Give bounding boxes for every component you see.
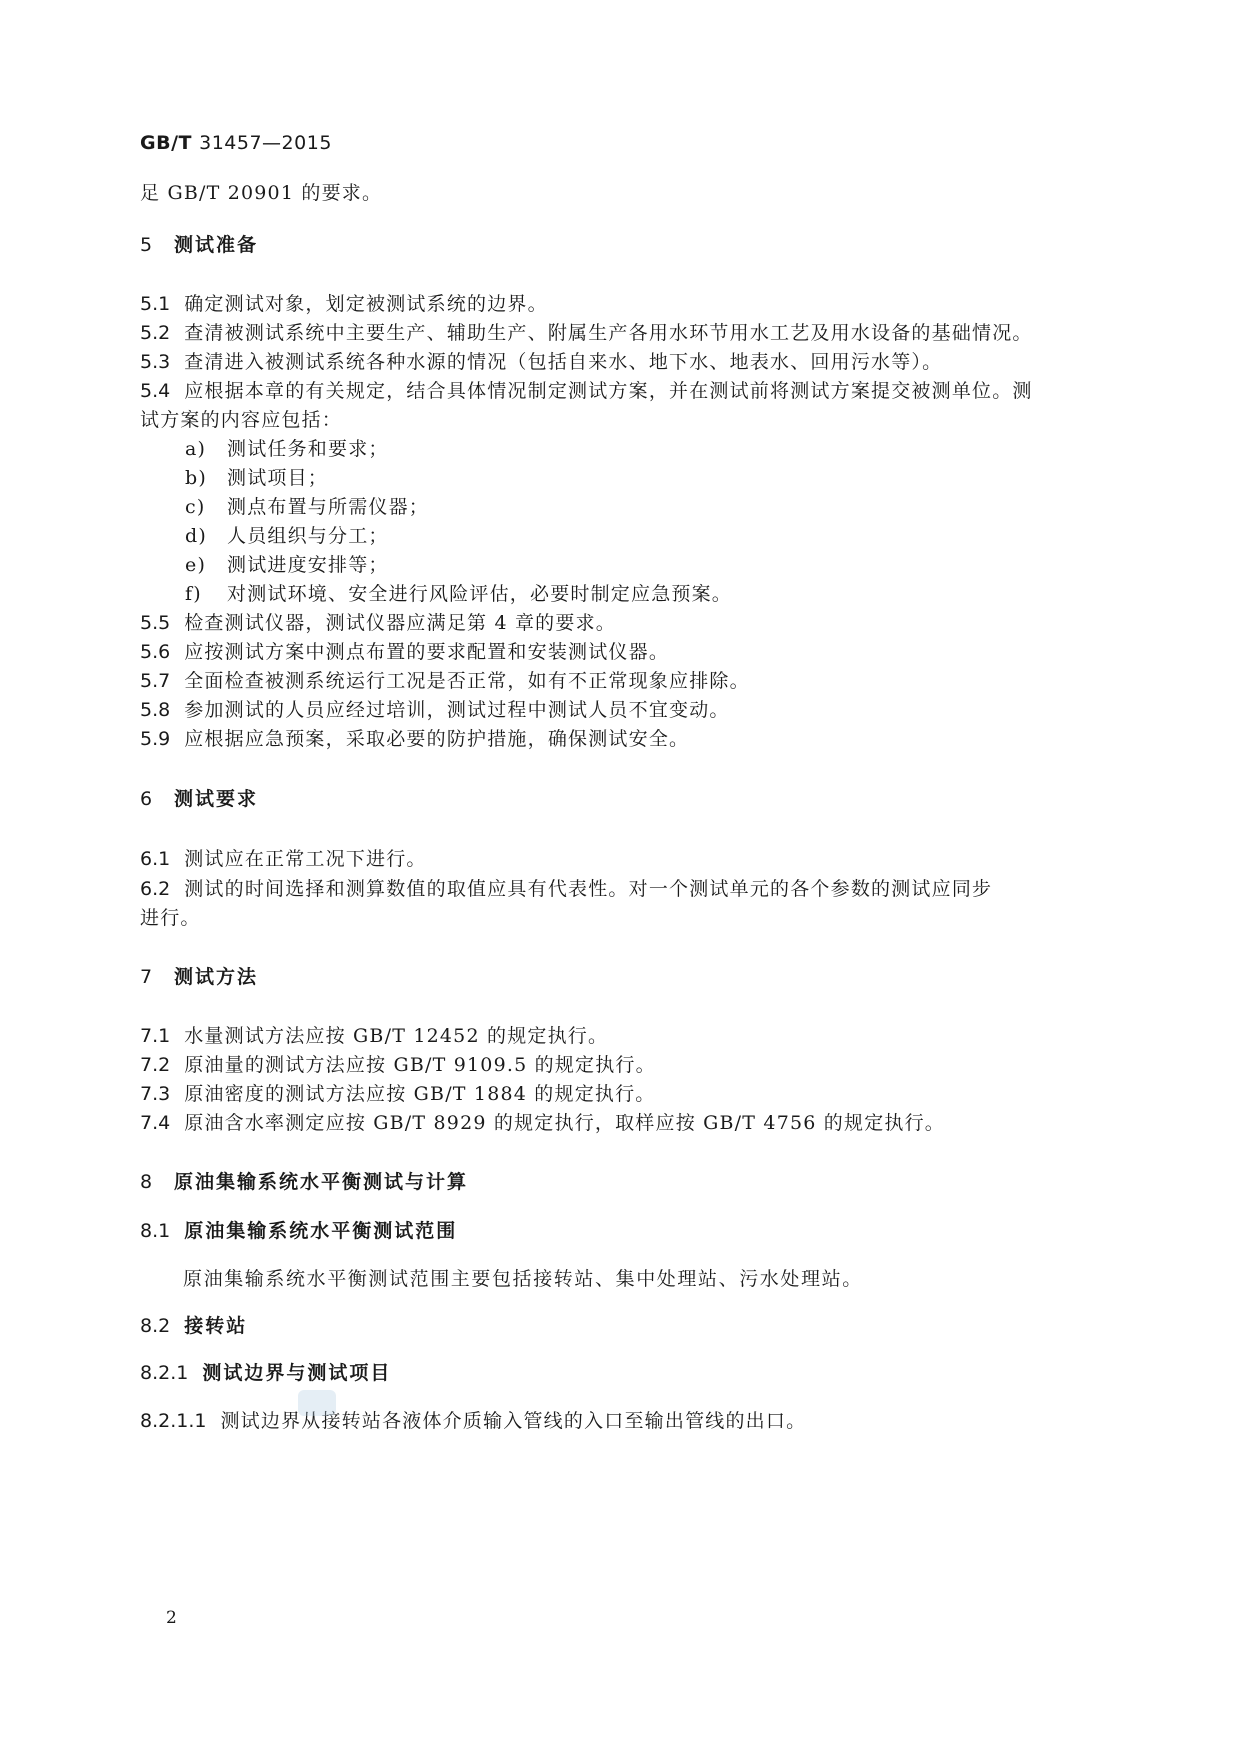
section-heading-5	[140, 230, 258, 257]
clause-7-1	[140, 1021, 608, 1048]
clause-text: 查清被测试系统中主要生产、辅助生产、附属生产各用水环节用水工艺及用水设备的基础情况。	[184, 322, 1033, 344]
clause-text: 原油量的测试方法应按 GB/T 9109.5 的规定执行。	[184, 1054, 656, 1076]
section-title: 测试准备	[174, 234, 259, 256]
clause-number: 5.7	[140, 670, 171, 692]
section-heading-6	[140, 784, 258, 811]
clause-5-8	[140, 695, 730, 722]
clause-number: 5.8	[140, 699, 171, 721]
clause-7-4	[140, 1108, 945, 1135]
list-label: c)	[185, 496, 206, 518]
subsection-8-1-body: 原油集输系统水平衡测试范围主要包括接转站、集中处理站、污水处理站。	[183, 1268, 863, 1290]
clause-text: 全面检查被测系统运行工况是否正常，如有不正常现象应排除。	[184, 670, 750, 692]
subsection-title: 接转站	[184, 1315, 248, 1337]
list-item	[185, 492, 429, 519]
list-item	[185, 521, 389, 548]
clause-5-9	[140, 724, 689, 751]
section-heading-8	[140, 1167, 468, 1194]
list-text: 人员组织与分工；	[227, 525, 389, 547]
clause-6-1	[140, 844, 427, 871]
list-label: d)	[185, 525, 207, 547]
clause-8-2-1-1	[140, 1406, 806, 1433]
list-text: 对测试环境、安全进行风险评估，必要时制定应急预案。	[227, 583, 733, 605]
clause-6-2-continuation: 进行。	[140, 907, 201, 929]
list-label: a)	[185, 438, 207, 460]
clause-number: 7.3	[140, 1083, 171, 1105]
clause-number: 5.4	[140, 380, 171, 402]
clause-text: 应按测试方案中测点布置的要求配置和安装测试仪器。	[184, 641, 670, 663]
subsection-title: 测试边界与测试项目	[202, 1362, 392, 1384]
clause-5-5	[140, 608, 616, 635]
clause-number: 7.1	[140, 1025, 171, 1047]
clause-number: 7.2	[140, 1054, 171, 1076]
subsection-heading-8-2-1	[140, 1358, 391, 1385]
section-number: 5	[140, 234, 153, 256]
clause-number: 8.1	[140, 1220, 171, 1242]
watermark-mark	[298, 1390, 336, 1416]
clause-number: 5.5	[140, 612, 171, 634]
list-text: 测试项目；	[227, 467, 329, 489]
subsection-heading-8-2	[140, 1311, 247, 1338]
clause-text: 检查测试仪器，测试仪器应满足第 4 章的要求。	[184, 612, 616, 634]
clause-number: 5.2	[140, 322, 171, 344]
section-heading-7	[140, 962, 258, 989]
list-text: 测试进度安排等；	[227, 554, 389, 576]
clause-number: 7.4	[140, 1112, 171, 1134]
clause-number: 8.2	[140, 1315, 171, 1337]
section-title: 原油集输系统水平衡测试与计算	[174, 1171, 469, 1193]
clause-5-7	[140, 666, 750, 693]
clause-text: 参加测试的人员应经过培训，测试过程中测试人员不宜变动。	[184, 699, 730, 721]
clause-number: 5.3	[140, 351, 171, 373]
continuation-text: 足 GB/T 20901 的要求。	[140, 182, 383, 204]
clause-text: 确定测试对象，划定被测试系统的边界。	[184, 293, 548, 315]
subsection-heading-8-1	[140, 1216, 457, 1243]
list-item	[185, 463, 328, 490]
clause-text: 查清进入被测试系统各种水源的情况（包括自来水、地下水、地表水、回用污水等）。	[184, 351, 943, 373]
list-label: f)	[185, 583, 202, 605]
clause-text: 水量测试方法应按 GB/T 12452 的规定执行。	[184, 1025, 609, 1047]
clause-text: 应根据应急预案，采取必要的防护措施，确保测试安全。	[184, 728, 690, 750]
clause-text: 原油密度的测试方法应按 GB/T 1884 的规定执行。	[184, 1083, 656, 1105]
list-text: 测试任务和要求；	[227, 438, 389, 460]
clause-number: 5.1	[140, 293, 171, 315]
section-number: 6	[140, 788, 153, 810]
clause-number: 8.2.1	[140, 1362, 189, 1384]
clause-text: 应根据本章的有关规定，结合具体情况制定测试方案，并在测试前将测试方案提交被测单位。测	[184, 380, 1033, 402]
clause-number: 8.2.1.1	[140, 1410, 207, 1432]
clause-text: 测试边界从接转站各液体介质输入管线的入口至输出管线的出口。	[220, 1410, 807, 1432]
clause-number: 5.9	[140, 728, 171, 750]
standard-number: 31457—2015	[199, 132, 332, 154]
clause-6-2	[140, 874, 992, 901]
clause-5-1	[140, 289, 548, 316]
clause-text: 原油含水率测定应按 GB/T 8929 的规定执行，取样应按 GB/T 4756 的规定执行。	[184, 1112, 945, 1134]
section-title: 测试要求	[174, 788, 259, 810]
list-label: e)	[185, 554, 207, 576]
section-number: 7	[140, 966, 153, 988]
page-number: 2	[166, 1608, 177, 1628]
clause-number: 5.6	[140, 641, 171, 663]
subsection-title: 原油集输系统水平衡测试范围	[184, 1220, 458, 1242]
list-item	[185, 579, 732, 606]
list-label: b)	[185, 467, 207, 489]
clause-5-6	[140, 637, 669, 664]
list-text: 测点布置与所需仪器；	[227, 496, 430, 518]
clause-number: 6.2	[140, 878, 171, 900]
standard-code	[140, 132, 332, 154]
clause-5-4	[140, 376, 1033, 403]
clause-text: 测试应在正常工况下进行。	[184, 848, 427, 870]
clause-number: 6.1	[140, 848, 171, 870]
clause-7-3	[140, 1079, 656, 1106]
list-item	[185, 434, 389, 461]
clause-7-2	[140, 1050, 656, 1077]
clause-5-3	[140, 347, 942, 374]
clause-5-4-continuation: 试方案的内容应包括：	[140, 409, 343, 431]
clause-text: 测试的时间选择和测算数值的取值应具有代表性。对一个测试单元的各个参数的测试应同步	[184, 878, 993, 900]
standard-prefix: GB/T	[140, 132, 192, 154]
section-number: 8	[140, 1171, 153, 1193]
clause-5-2	[140, 318, 1033, 345]
section-title: 测试方法	[174, 966, 259, 988]
list-item	[185, 550, 389, 577]
